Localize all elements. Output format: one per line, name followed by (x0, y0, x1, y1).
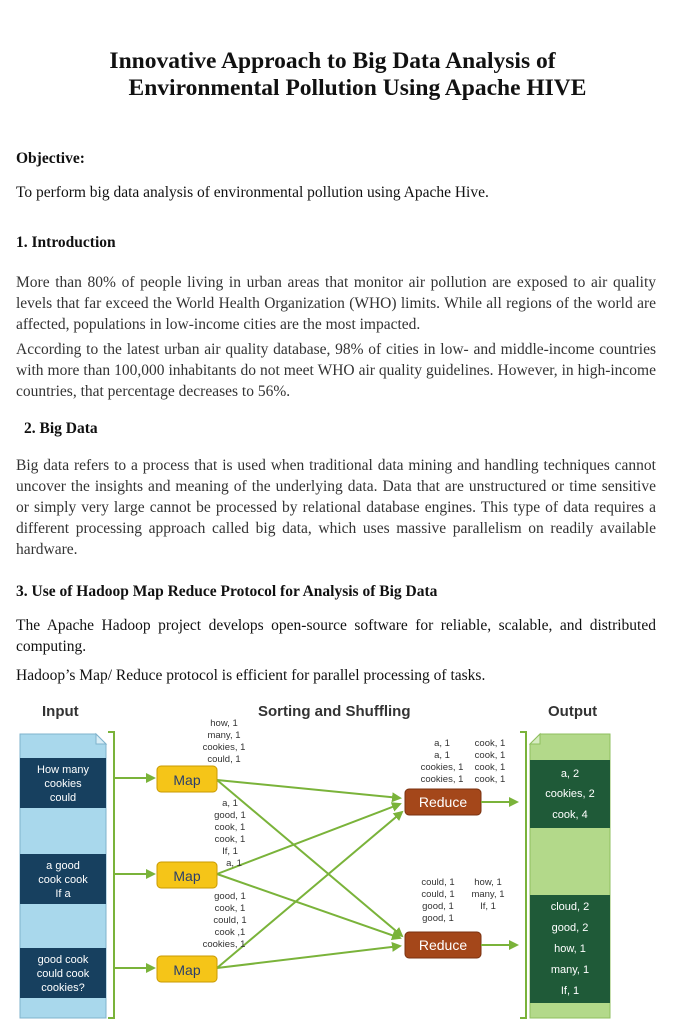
output-bracket (520, 732, 526, 1018)
output-top-item-2: cookies, 2 (545, 788, 595, 800)
map-output-1-item-2: many, 1 (207, 730, 241, 741)
output-bottom-item-2: good, 2 (551, 922, 589, 934)
section-2-heading: 2. Big Data (24, 420, 98, 437)
section-3-paragraph-1: The Apache Hadoop project develops open-source software for reliable, scalable, and distributed computing. (16, 617, 656, 655)
map-output-2-item-5: If, 1 (222, 846, 238, 857)
reduce-input-list-1b (475, 738, 506, 785)
map-output-2-item-4: cook, 1 (214, 834, 246, 845)
reduce-input-1b-item-2: cook, 1 (474, 750, 506, 761)
reduce-input-2b-item-3: If, 1 (480, 901, 496, 912)
objective-text: To perform big data analysis of environmental pollution using Apache Hive. (16, 184, 489, 201)
map-output-3-item-4: cook ,1 (214, 927, 246, 938)
input-2-line-3: If a (55, 888, 71, 900)
reduce-input-2b-item-1: how, 1 (474, 877, 502, 888)
paper-title (0, 48, 695, 102)
reduce-input-1b-item-4: cook, 1 (474, 774, 506, 785)
output-bottom-item-1: cloud, 2 (550, 901, 590, 913)
input-3-line-1: good cook (37, 954, 89, 966)
output-top-item-3: cook, 4 (552, 809, 588, 821)
reduce-input-2a-item-3: good, 1 (422, 901, 454, 912)
reduce-input-list-2b (471, 877, 504, 912)
input-1-line-3: could (49, 792, 77, 804)
reduce-input-2a-item-1: could, 1 (421, 877, 455, 888)
section-1-paragraph-2: According to the latest urban air quality database, 98% of cities in low- and middle-income countries with more than 100,000 inhabitants do not meet WHO air quality guidelines. However, in high-income countries, that percentage decreases to 56%. (16, 341, 656, 400)
section-3-paragraph-2: Hadoop’s Map/ Reduce protocol is efficient for parallel processing of tasks. (16, 667, 486, 684)
map-output-1-item-1: how, 1 (210, 718, 238, 729)
figure-input-label: Input (42, 703, 79, 720)
input-document-fold (96, 734, 106, 744)
map-output-list-2 (214, 798, 246, 869)
section-1-paragraph-1: More than 80% of people living in urban areas that monitor air pollution are exposed to air quality levels that far exceed the World Health Organization (WHO) limits. While all regions of the world are affected, populations in low-income cities are the most impacted. (16, 274, 656, 333)
map-output-1-item-3: cookies, 1 (202, 742, 246, 753)
section-2-paragraph-1: Big data refers to a process that is used when traditional data mining and handling techniques cannot uncover the insights and meaning of the underlying data. Data that are unstructured or time sensitive or simply very large cannot be processed by relational database engines. This type of data requires a different processing approach called big data, which uses massive parallelism on readily available hardware. (16, 457, 656, 558)
input-3-line-3: cookies? (41, 982, 85, 994)
figure-sorting-label: Sorting and Shuffling (258, 703, 411, 720)
map-1-label: Map (173, 772, 201, 788)
reduce-input-1a-item-2: a, 1 (434, 750, 450, 761)
figure-output-label: Output (548, 703, 598, 720)
map-output-1-item-4: could, 1 (207, 754, 241, 765)
title-line-2: Environmental Pollution Using Apache HIVE (128, 75, 587, 101)
section-3-heading: 3. Use of Hadoop Map Reduce Protocol for Analysis of Big Data (16, 583, 438, 600)
title-line-1: Innovative Approach to Big Data Analysis of (109, 48, 556, 74)
section-1-heading: 1. Introduction (16, 234, 116, 251)
reduce-input-list-1a (421, 738, 464, 785)
mapreduce-figure (12, 700, 684, 1020)
map-3-label: Map (173, 962, 201, 978)
input-2-line-2: cook cook (38, 874, 88, 886)
reduce-input-1b-item-3: cook, 1 (474, 762, 506, 773)
output-bottom-item-4: many, 1 (550, 964, 590, 976)
map-output-3-item-3: could, 1 (213, 915, 247, 926)
reduce-input-2a-item-4: good, 1 (422, 913, 454, 924)
map-output-2-item-6: a, 1 (226, 858, 242, 869)
map-output-3-item-5: cookies, 1 (202, 939, 246, 950)
map-output-3-item-2: cook, 1 (214, 903, 246, 914)
reduce-input-2a-item-2: could, 1 (421, 889, 455, 900)
objective-heading: Objective: (16, 150, 85, 167)
map-output-2-item-2: good, 1 (214, 810, 246, 821)
output-top-item-1: a, 2 (560, 768, 580, 780)
map-output-2-item-3: cook, 1 (214, 822, 246, 833)
input-bracket (108, 732, 114, 1018)
map-output-3-item-1: good, 1 (214, 891, 246, 902)
output-document-fold (530, 734, 540, 744)
input-1-line-2: cookies (44, 778, 82, 790)
map-output-2-item-1: a, 1 (222, 798, 238, 809)
input-3-line-2: could cook (36, 968, 90, 980)
reduce-input-list-2a (421, 877, 454, 924)
reduce-1-label: Reduce (418, 794, 468, 810)
map-2-label: Map (173, 868, 201, 884)
reduce-input-1a-item-3: cookies, 1 (420, 762, 464, 773)
reduce-input-1b-item-1: cook, 1 (474, 738, 506, 749)
reduce-input-1a-item-4: cookies, 1 (420, 774, 464, 785)
output-bottom-item-5: If, 1 (560, 985, 580, 997)
map-output-list-3 (203, 891, 247, 950)
reduce-input-2b-item-2: many, 1 (471, 889, 505, 900)
reduce-input-1a-item-1: a, 1 (434, 738, 450, 749)
input-2-line-1: a good (46, 860, 80, 872)
output-bottom-item-3: how, 1 (554, 943, 586, 955)
arrow-map1-reduce1 (217, 780, 400, 798)
input-1-line-1: How many (37, 764, 89, 776)
map-output-list-1 (203, 718, 246, 765)
reduce-2-label: Reduce (418, 937, 468, 953)
